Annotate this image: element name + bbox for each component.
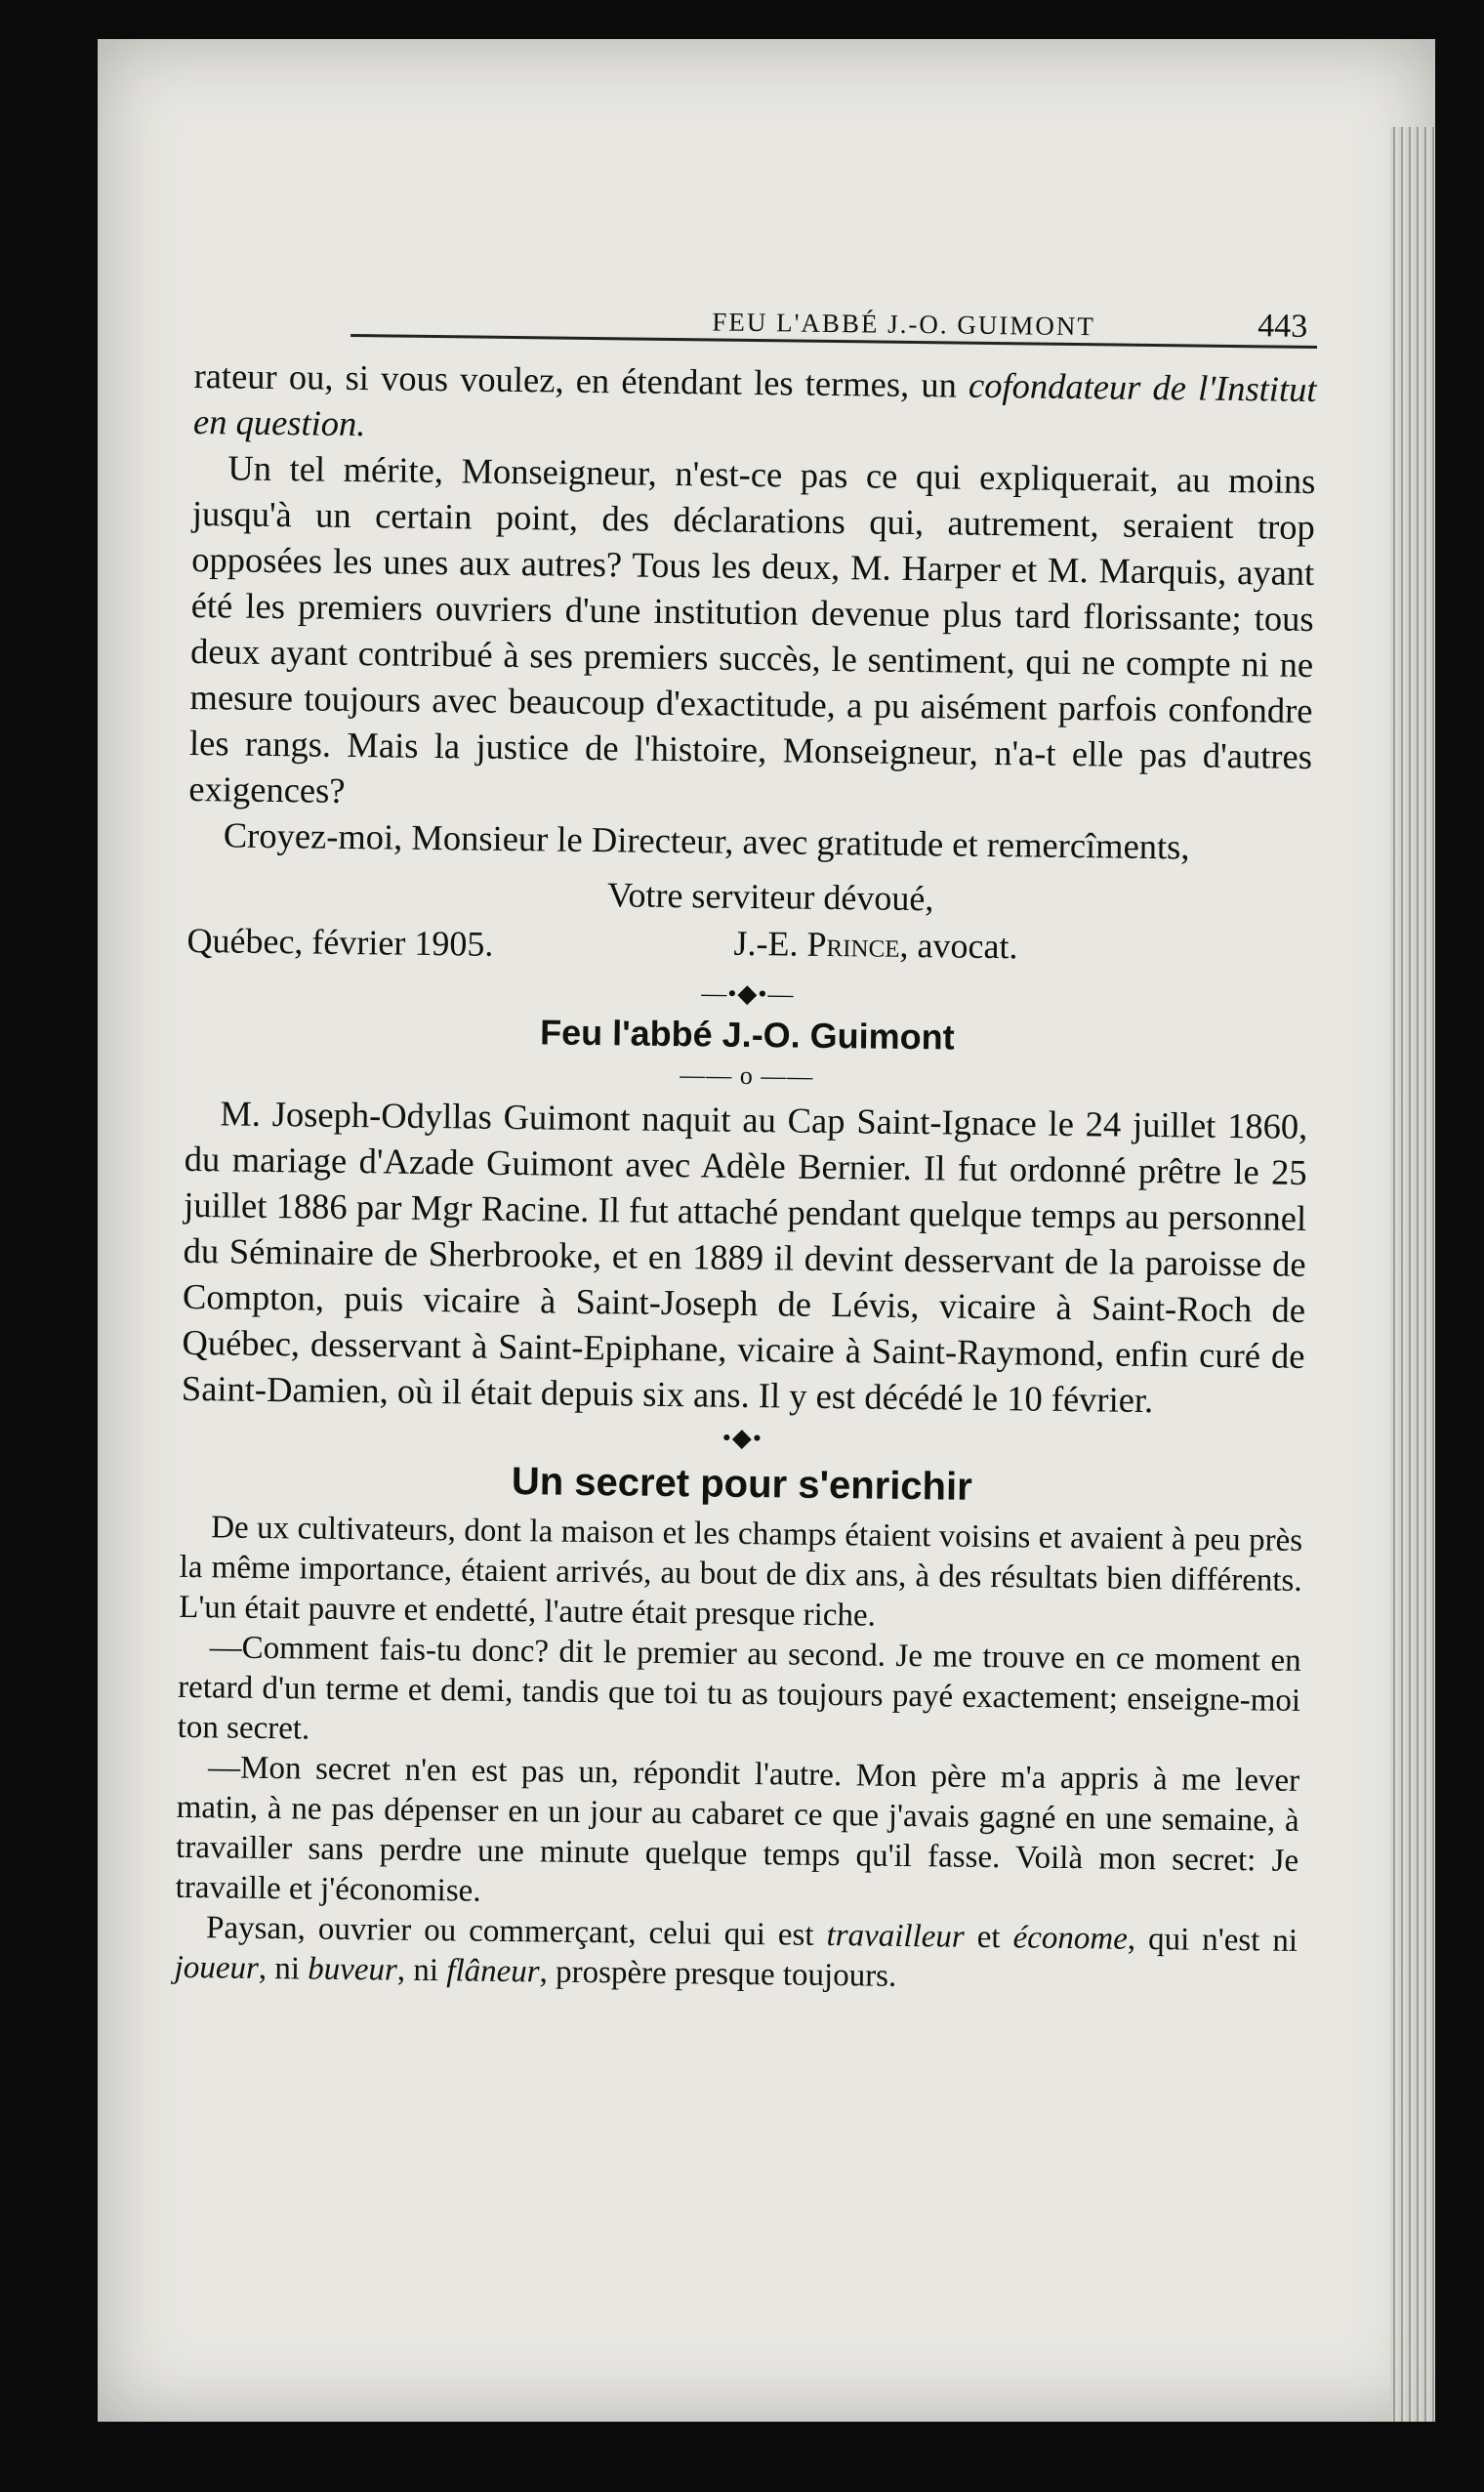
letter-paragraph-1: rateur ou, si vous voulez, en étendant les termes, un cofondateur de l'Institut en question. (192, 354, 1317, 444)
letter-body (188, 353, 1317, 871)
page-number: 443 (1257, 308, 1308, 345)
closing-line: Votre serviteur dévoué, (606, 875, 934, 919)
secret-paragraph-1: De ux cultivateurs, dont la maison et les champs étaient voisins et avaient à peu près la même importance, étaient arrivés, au bout de dix ans, à des résultats bien différents. L'un était pauvre et endetté, l'autre était presque riche. (178, 1510, 1303, 1634)
signer: J.-E. Prince, avocat. (733, 923, 1018, 967)
place-date: Québec, février 1905. (186, 920, 494, 964)
secret-paragraph-2: —Comment fais-tu donc? dit le premier au second. Je me trouve en ce moment en retard d'un terme et demi, tandis que toi tu as toujours payé exactement; enseigne-moi ton secret. (177, 1630, 1301, 1747)
obituary-heading: Feu l'abbé J.-O. Guimont (539, 1012, 955, 1058)
running-title: FEU L'ABBÉ J.-O. GUIMONT (712, 307, 1096, 342)
ornament-divider-3: •◆• (721, 1423, 763, 1453)
secret-paragraph-3: —Mon secret n'en est pas un, répondit l'autre. Mon père m'a appris à me lever matin, à ne pas dépenser en un jour au cabaret ce que j'avais gagné en une semaine, à travailler sans perdre une minute quelque temps qu'il fasse. Voilà mon secret: Je travaille et j'économise. (175, 1750, 1300, 1909)
page-content (174, 264, 1317, 2002)
obituary-paragraph: M. Joseph-Odyllas Guimont naquit au Cap Saint-Ignace le 24 juillet 1860, du mariage d'Azade Guimont avec Adèle Bernier. Il fut ordonné prêtre le 25 juillet 1886 par Mgr Racine. Il fut attaché pendant quelque temps au personnel du Séminaire de Sherbrooke, et en 1889 il devint desservant de la paroisse de Compton, puis vicaire à Saint-Joseph de Lévis, vicaire à Saint-Roch de Québec, desservant à Saint-Epiphane, vicaire à Saint-Raymond, enfin curé de Saint-Damien, où il était depuis six ans. Il y est décédé le 10 février. (181, 1093, 1308, 1421)
letter-paragraph-2: Un tel mérite, Monseigneur, n'est-ce pas ce qui expliquerait, au moins jusqu'à un certain point, des déclarations qui, autrement, seraient trop opposées les unes aux autres? Tous les deux, M. Harper et M. Marquis, ayant été les premiers ouvriers d'une institution devenue plus tard florissante; tous deux ayant contribué à ses premiers succès, le sentiment, qui ne compte ni ne mesure toujours avec beaucoup d'exactitude, a pu aisément parfois confondre les rangs. Mais la justice de l'histoire, Monseigneur, n'a-t elle pas d'autres exigences? (188, 447, 1316, 810)
letter-signature (186, 869, 1310, 980)
secret-body (174, 1508, 1302, 2002)
secret-heading: Un secret pour s'enrichir (511, 1460, 972, 1509)
page-edges (1390, 127, 1435, 2422)
running-header (350, 266, 1318, 349)
ornament-divider-1: —•◆•— (701, 978, 795, 1009)
letter-paragraph-3: Croyez-moi, Monsieur le Directeur, avec gratitude et remercîments, (223, 814, 1190, 867)
ornament-divider-2: —— o —— (680, 1060, 814, 1091)
book-page (98, 39, 1435, 2422)
secret-paragraph-4: Paysan, ouvrier ou commerçant, celui qui est travailleur et économe, qui n'est ni joueur, ni buveur, ni flâneur, prospère presque toujours. (174, 1910, 1298, 1994)
